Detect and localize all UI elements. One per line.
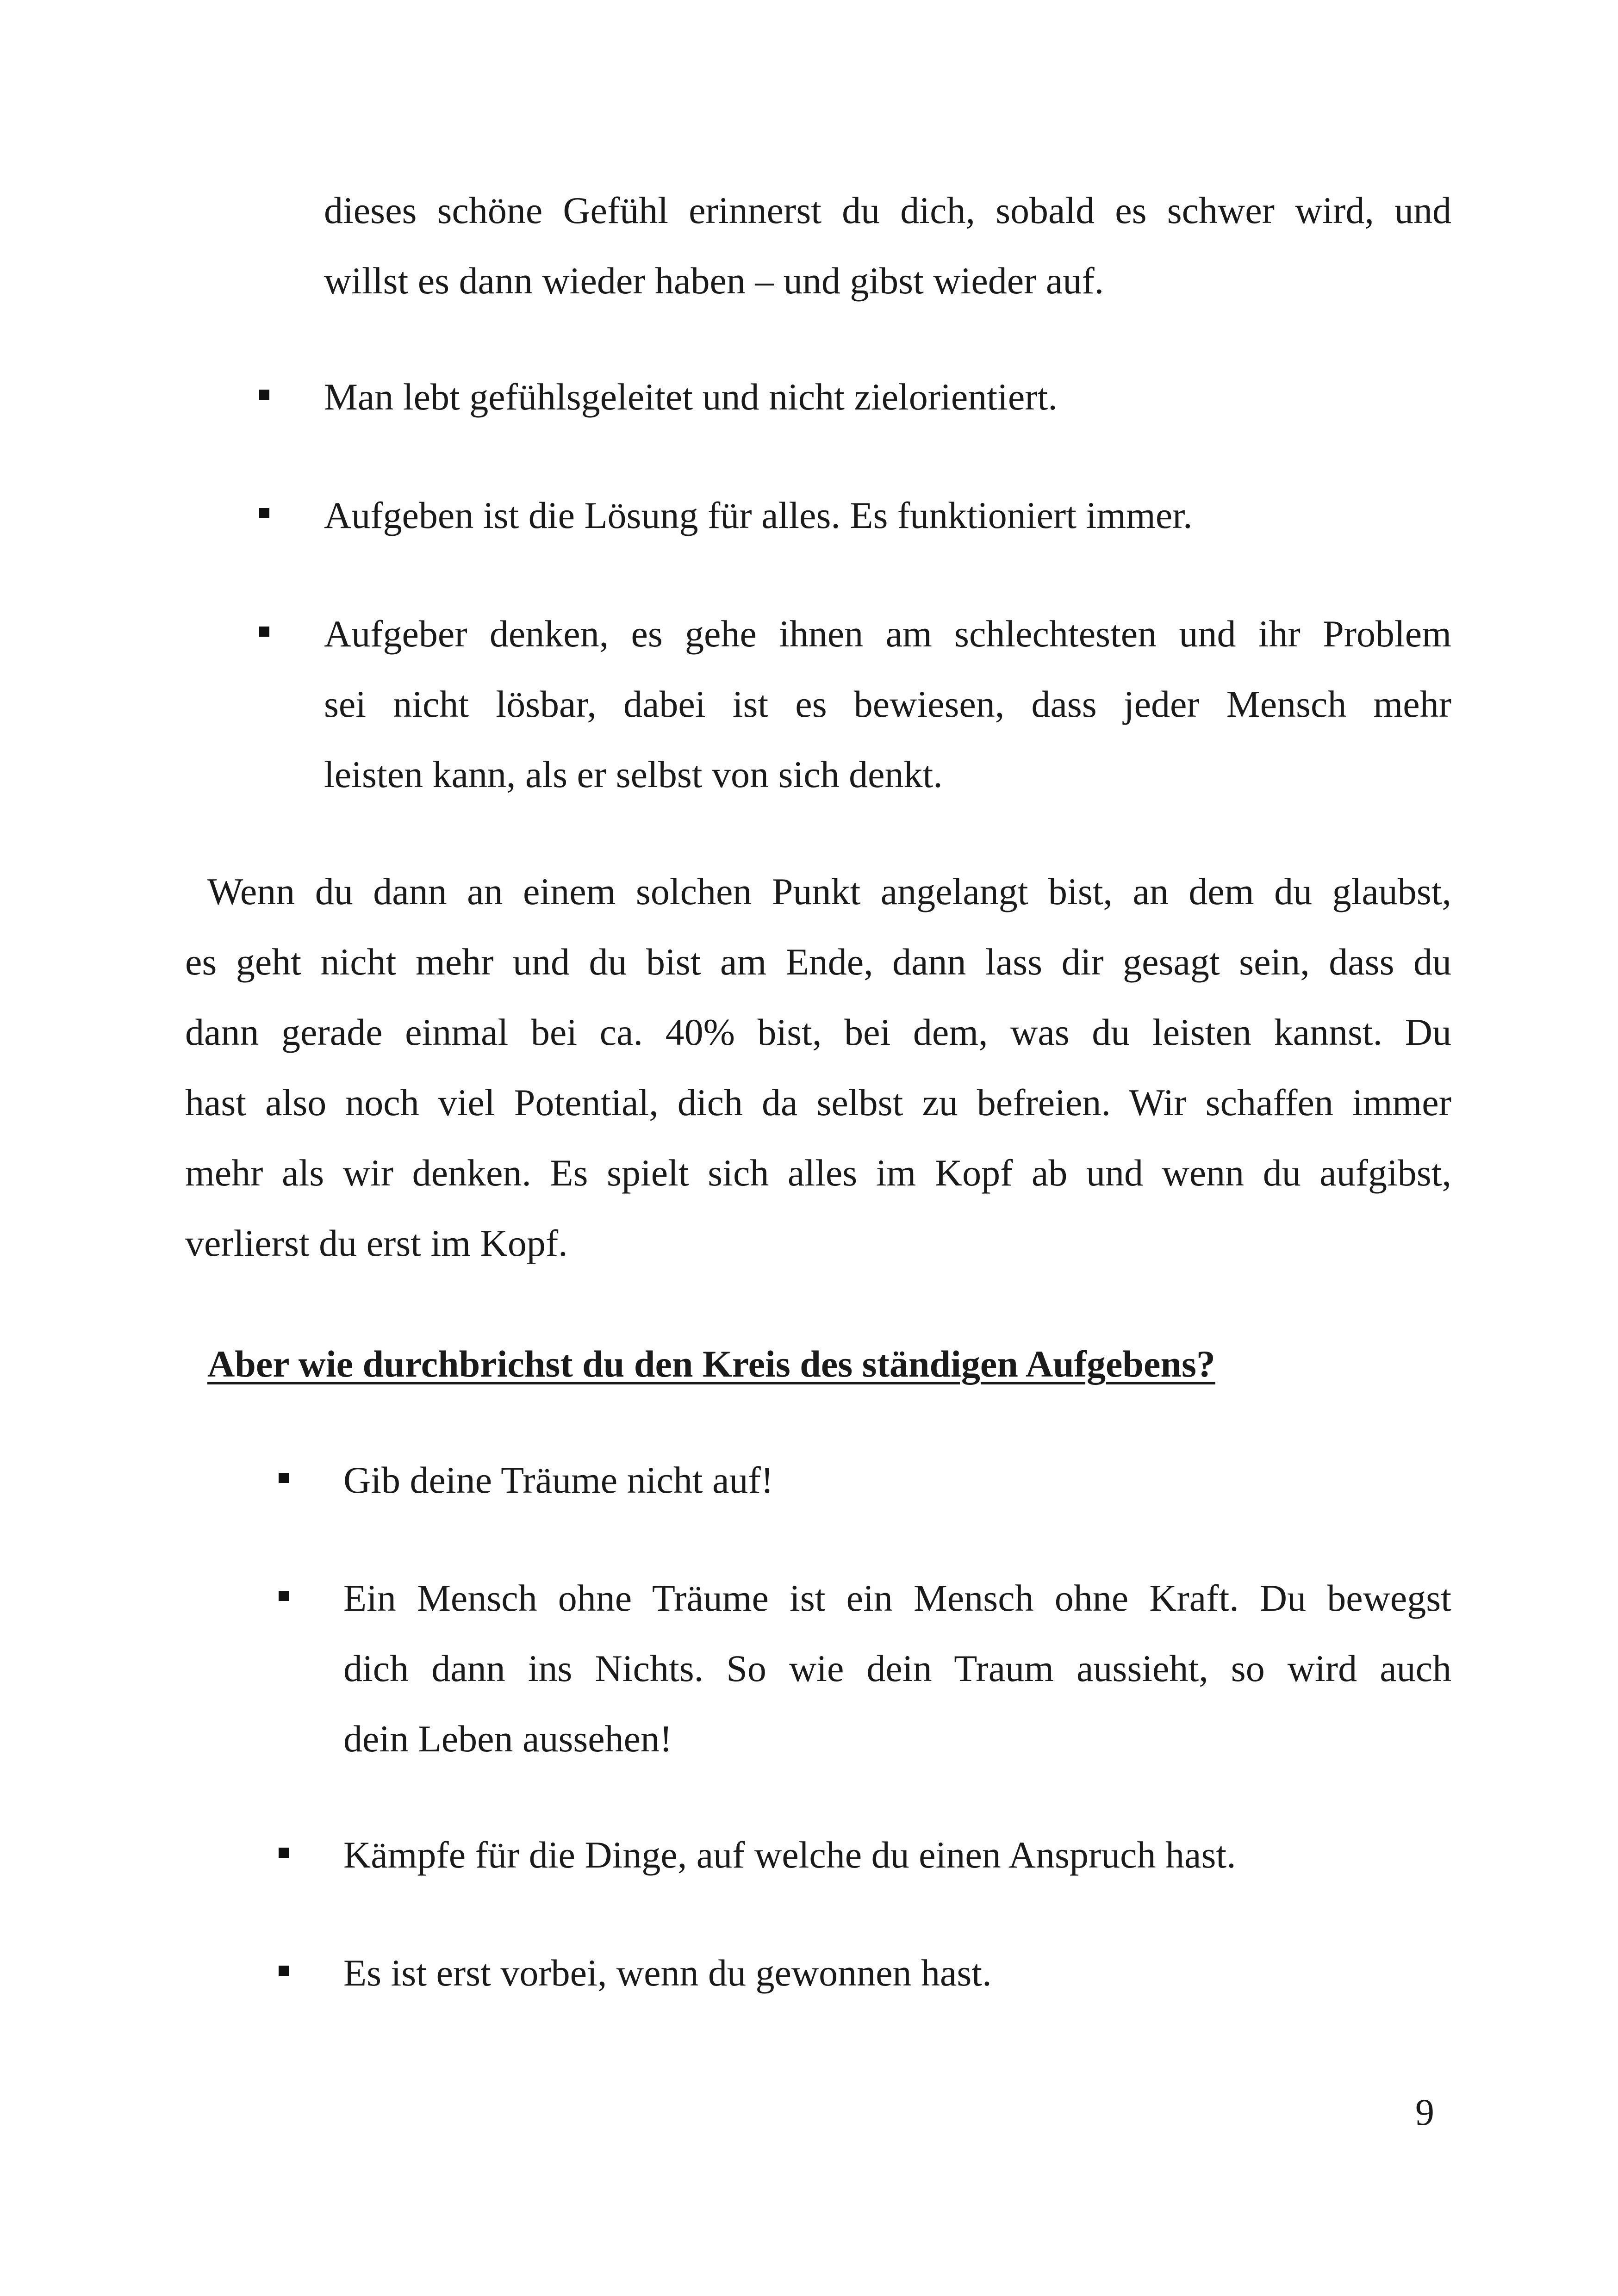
page-number: 9 (1415, 2091, 1434, 2133)
list-item: Aufgeber denken, es gehe ihnen am schlechtesten und ihr Problem (324, 613, 1451, 655)
paragraph-line: dann gerade einmal bei ca. 40% bist, bei dem, was du leisten kannst. Du (185, 1011, 1451, 1053)
list-item: Es ist erst vorbei, wenn du gewonnen hast. (343, 1952, 992, 1994)
paragraph-line: verlierst du erst im Kopf. (185, 1222, 568, 1264)
list-item: Gib deine Träume nicht auf! (343, 1459, 774, 1501)
bullet-icon (279, 1591, 289, 1601)
paragraph-line: hast also noch viel Potential, dich da selbst zu befreien. Wir schaffen immer (185, 1081, 1451, 1123)
paragraph-line: Wenn du dann an einem solchen Punkt angelangt bist, an dem du glaubst, (207, 870, 1451, 912)
list-item-line: leisten kann, als er selbst von sich denkt. (324, 753, 943, 795)
list-item-line: dich dann ins Nichts. So wie dein Traum aussieht, so wird auch (343, 1647, 1451, 1689)
bullet-icon (259, 390, 269, 400)
list-item: Aufgeben ist die Lösung für alles. Es funktioniert immer. (324, 494, 1193, 536)
list-item: Kämpfe für die Dinge, auf welche du einen Anspruch hast. (343, 1834, 1236, 1876)
list-item: Man lebt gefühlsgeleitet und nicht zielorientiert. (324, 376, 1058, 418)
continued-item-line: willst es dann wieder haben – und gibst wieder auf. (324, 260, 1104, 302)
section-heading: Aber wie durchbrichst du den Kreis des ständigen Aufgebens? (207, 1343, 1215, 1385)
bullet-icon (279, 1473, 289, 1483)
bullet-icon (259, 508, 269, 518)
paragraph-line: es geht nicht mehr und du bist am Ende, dann lass dir gesagt sein, dass du (185, 941, 1451, 983)
paragraph-line: mehr als wir denken. Es spielt sich alles im Kopf ab und wenn du aufgibst, (185, 1152, 1451, 1194)
list-item-line: sei nicht lösbar, dabei ist es bewiesen, dass jeder Mensch mehr (324, 683, 1451, 725)
continued-item-line: dieses schöne Gefühl erinnerst du dich, sobald es schwer wird, und (324, 189, 1451, 231)
bullet-icon (259, 627, 269, 637)
bullet-icon (279, 1966, 289, 1976)
bullet-icon (279, 1848, 289, 1858)
list-item-line: dein Leben aussehen! (343, 1718, 672, 1760)
list-item: Ein Mensch ohne Träume ist ein Mensch ohne Kraft. Du bewegst (343, 1577, 1451, 1619)
